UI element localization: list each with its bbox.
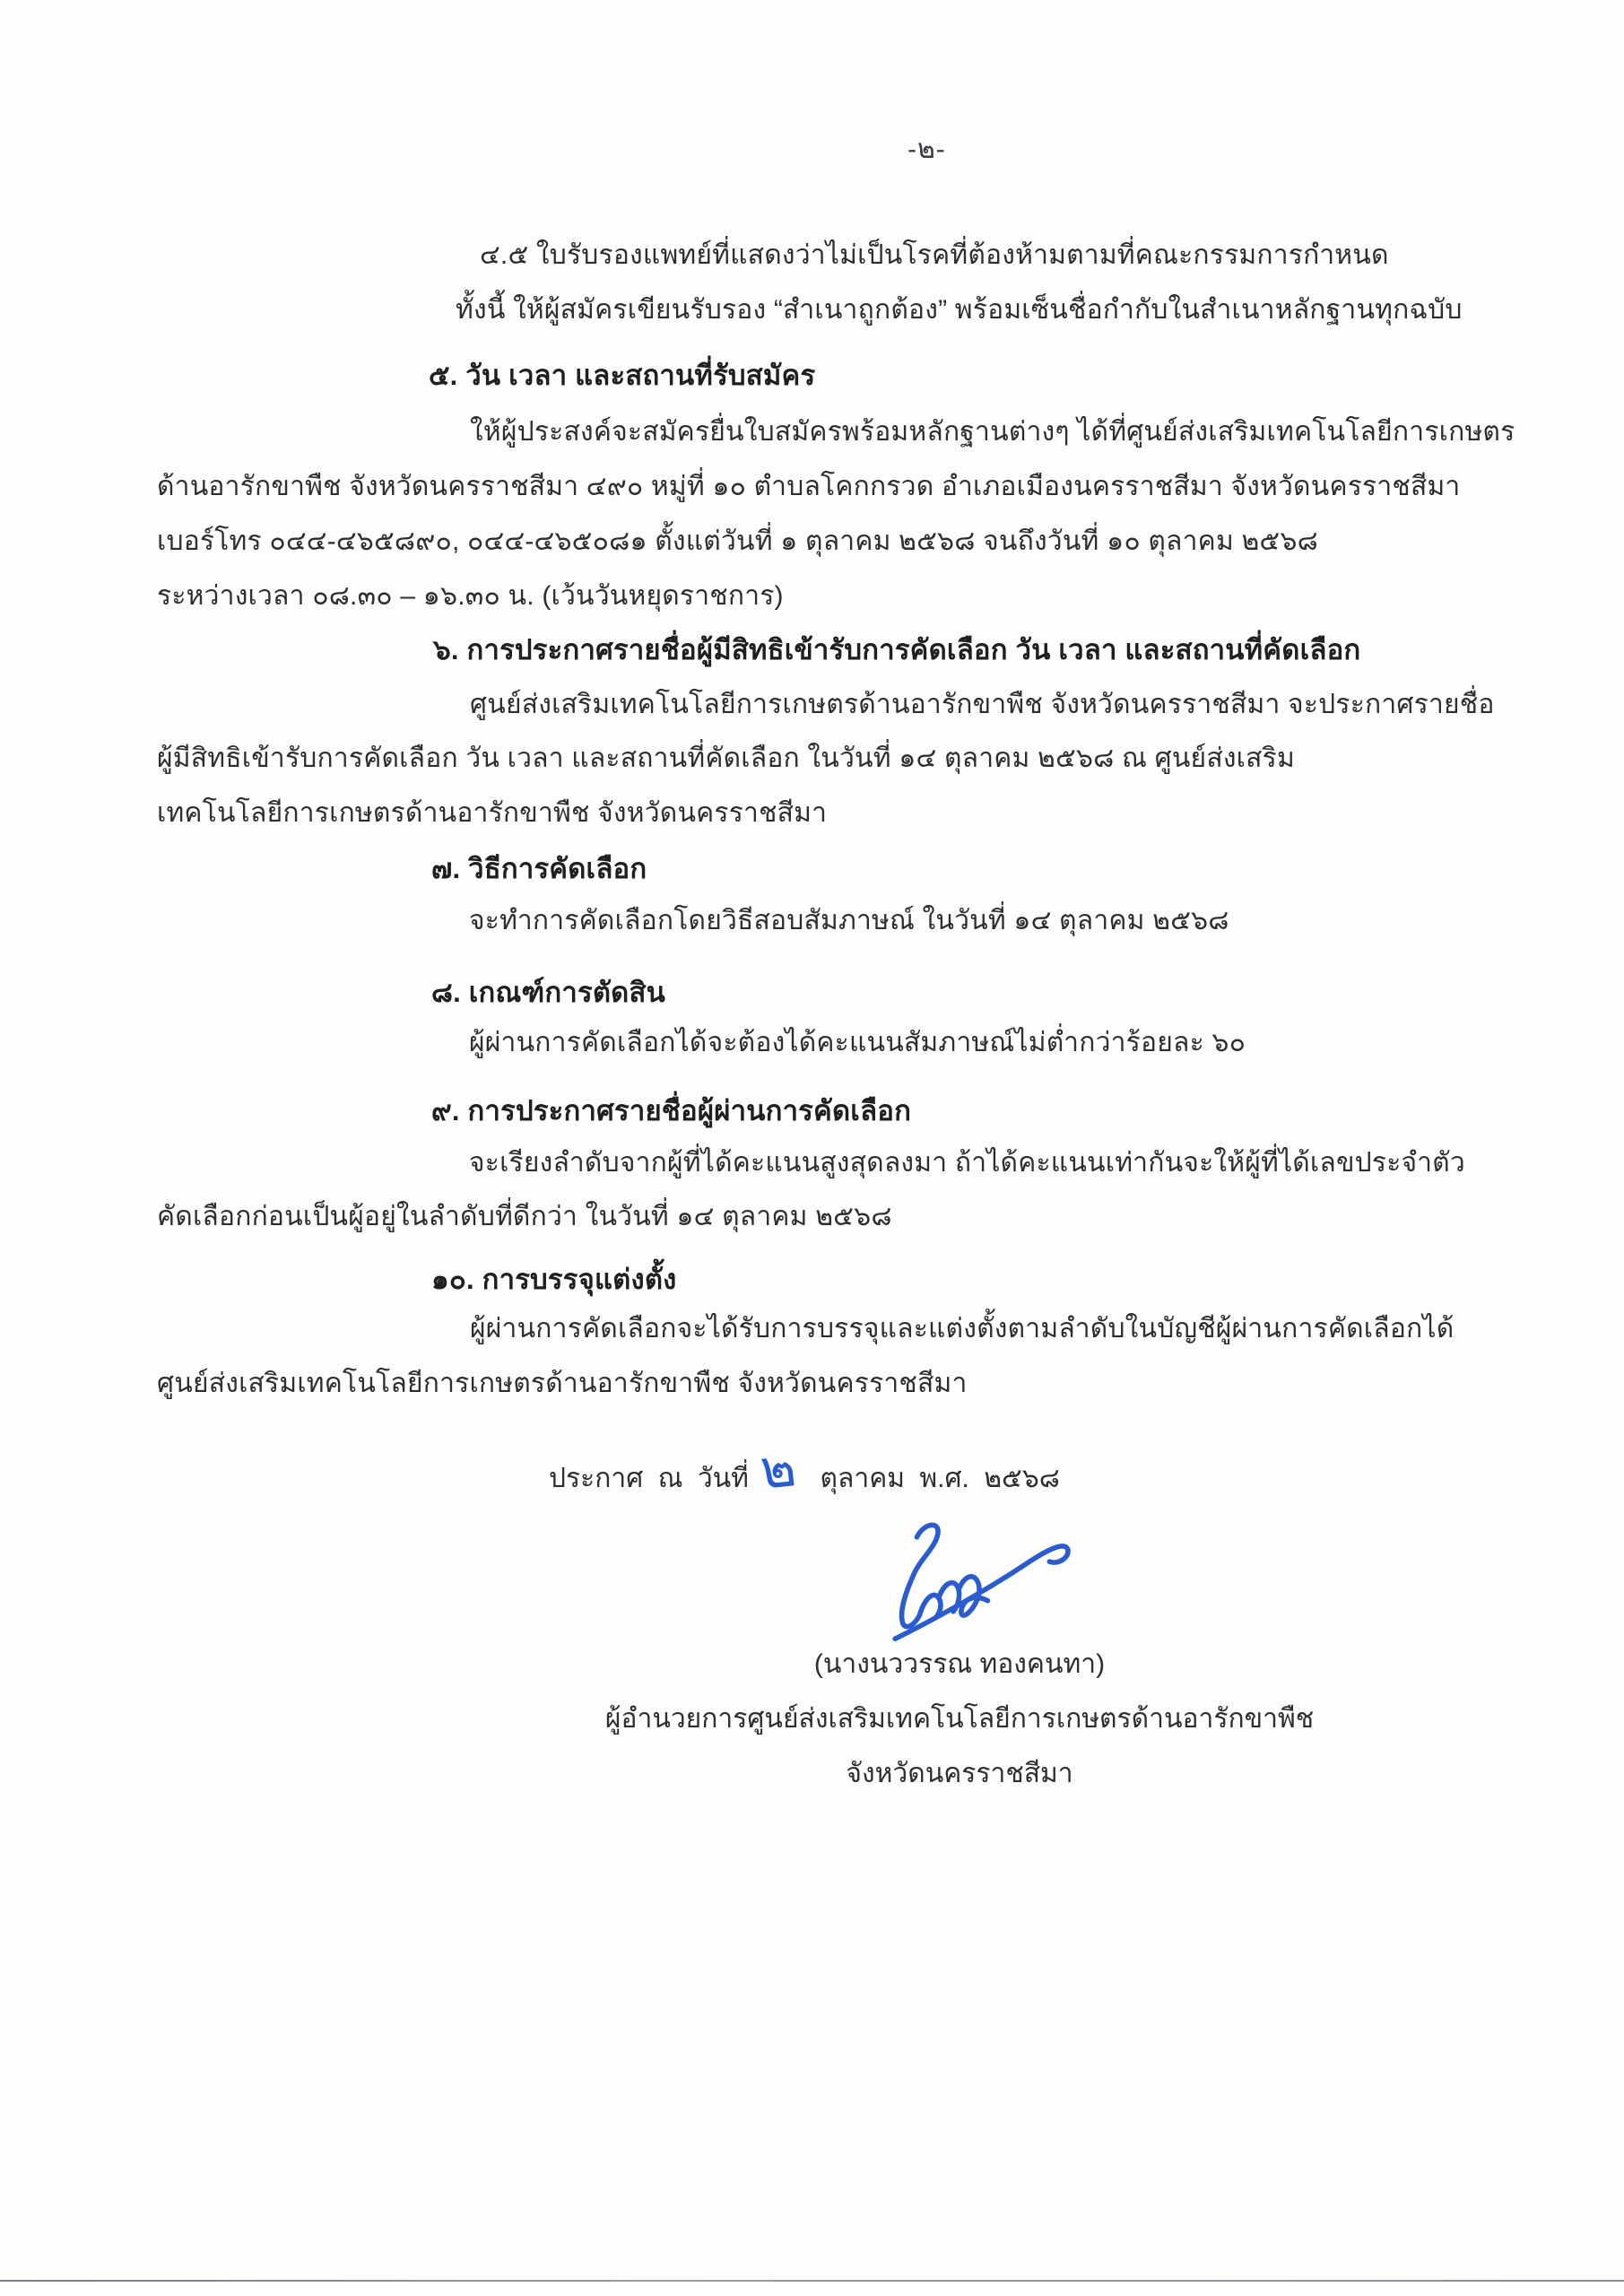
- section-9-line-2: คัดเลือกก่อนเป็นผู้อยู่ในลำดับที่ดีกว่า ในวันที่ ๑๔ ตุลาคม ๒๕๖๘: [157, 1202, 892, 1231]
- section-5-line-1: ให้ผู้ประสงค์จะสมัครยื่นใบสมัครพร้อมหลักฐานต่างๆ ได้ที่ศูนย์ส่งเสริมเทคโนโลยีการเกษตร: [470, 417, 1515, 447]
- handwritten-day-numeral: ๒: [757, 1437, 799, 1500]
- scan-margin: [0, 2282, 1624, 2296]
- section-10-heading: ๑๐. การบรรจุแต่งตั้ง: [431, 1264, 677, 1295]
- signer-name: (นางนววรรณ ทองคนทา): [813, 1649, 1106, 1679]
- section-5-line-2: ด้านอารักขาพืช จังหวัดนครราชสีมา ๔๙๐ หมู่ที่ ๑๐ ตำบลโคกกรวด อำเภอเมืองนครราชสีมา จังหวัดนครราชสีมา: [157, 472, 1461, 501]
- section-5-line-4: ระหว่างเวลา ๐๘.๓๐ – ๑๖.๓๐ น. (เว้นวันหยุดราชการ): [157, 581, 784, 611]
- page-number: -๒-: [908, 135, 946, 164]
- signer-province: จังหวัดนครราชสีมา: [846, 1759, 1073, 1788]
- proclamation-prefix: ประกาศ ณ วันที่: [549, 1463, 749, 1493]
- signer-title: ผู้อำนวยการศูนย์ส่งเสริมเทคโนโลยีการเกษตรด้านอารักขาพืช: [604, 1704, 1315, 1734]
- section-6-heading: ๖. การประกาศรายชื่อผู้มีสิทธิเข้ารับการคัดเลือก วัน เวลา และสถานที่คัดเลือก: [433, 634, 1361, 665]
- section-9-line-1: จะเรียงลำดับจากผู้ที่ได้คะแนนสูงสุดลงมา ถ้าได้คะแนนเท่ากันจะให้ผู้ที่ได้เลขประจำตัว: [469, 1148, 1465, 1178]
- section-8-heading: ๘. เกณฑ์การตัดสิน: [431, 977, 666, 1008]
- section-10-line-2: ศูนย์ส่งเสริมเทคโนโลยีการเกษตรด้านอารักขาพืช จังหวัดนครราชสีมา: [157, 1369, 968, 1398]
- section-5-heading: ๕. วัน เวลา และสถานที่รับสมัคร: [429, 360, 816, 391]
- clause-4-note-line: ทั้งนี้ ให้ผู้สมัครเขียนรับรอง “สำเนาถูกต้อง” พร้อมเซ็นชื่อกำกับในสำเนาหลักฐานทุกฉบับ: [456, 295, 1463, 325]
- section-9-heading: ๙. การประกาศรายชื่อผู้ผ่านการคัดเลือก: [431, 1095, 912, 1126]
- proclamation-suffix: ตุลาคม พ.ศ. ๒๕๖๘: [820, 1463, 1060, 1493]
- section-7-line-1: จะทำการคัดเลือกโดยวิธีสอบสัมภาษณ์ ในวันที่ ๑๔ ตุลาคม ๒๕๖๘: [469, 906, 1229, 935]
- section-6-line-2: ผู้มีสิทธิเข้ารับการคัดเลือก วัน เวลา และสถานที่คัดเลือก ในวันที่ ๑๔ ตุลาคม ๒๕๖๘ ณ ศูนย์ส่งเสริม: [157, 744, 1295, 773]
- signature-icon: [886, 1518, 1099, 1651]
- section-10-line-1: ผู้ผ่านการคัดเลือกจะได้รับการบรรจุและแต่งตั้งตามลำดับในบัญชีผู้ผ่านการคัดเลือกได้: [470, 1314, 1455, 1344]
- section-5-line-3: เบอร์โทร ๐๔๔-๔๖๕๘๙๐, ๐๔๔-๔๖๕๐๘๑ ตั้งแต่วันที่ ๑ ตุลาคม ๒๕๖๘ จนถึงวันที่ ๑๐ ตุลาคม ๒๕๖๘: [157, 526, 1318, 556]
- section-6-line-3: เทคโนโลยีการเกษตรด้านอารักขาพืช จังหวัดนครราชสีมา: [157, 798, 828, 828]
- clause-4-5-line: ๔.๕ ใบรับรองแพทย์ที่แสดงว่าไม่เป็นโรคที่ต้องห้ามตามที่คณะกรรมการกำหนด: [480, 240, 1389, 270]
- section-8-line-1: ผู้ผ่านการคัดเลือกได้จะต้องได้คะแนนสัมภาษณ์ไม่ต่ำกว่าร้อยละ ๖๐: [469, 1028, 1246, 1057]
- section-7-heading: ๗. วิธีการคัดเลือก: [431, 853, 647, 884]
- section-6-line-1: ศูนย์ส่งเสริมเทคโนโลยีการเกษตรด้านอารักขาพืช จังหวัดนครราชสีมา จะประกาศรายชื่อ: [470, 690, 1495, 719]
- proclamation-date-line: [549, 1437, 1060, 1505]
